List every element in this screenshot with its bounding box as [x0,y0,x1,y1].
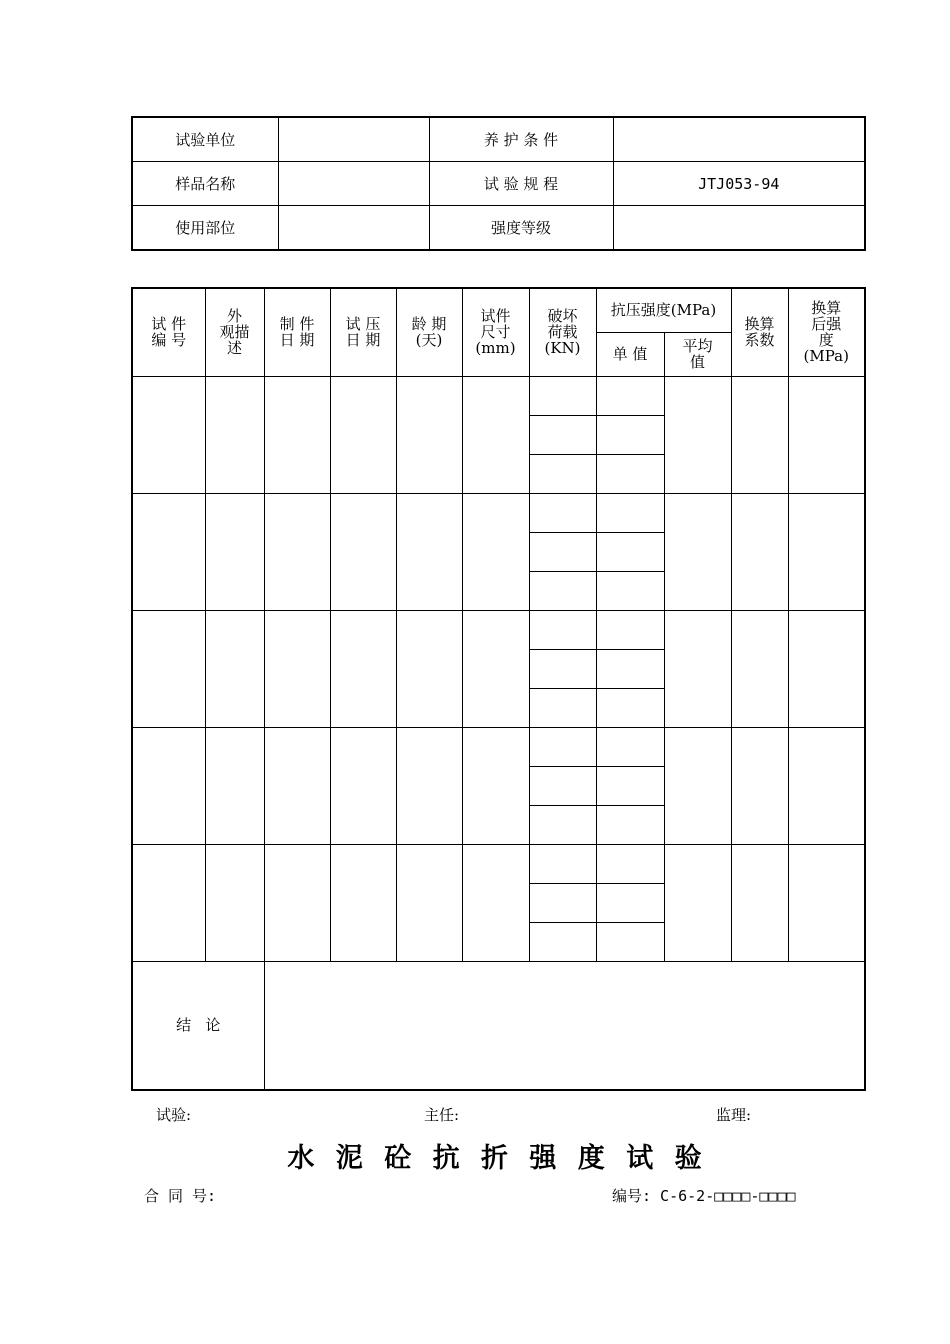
table-row [132,610,865,649]
age-cell[interactable] [396,493,462,610]
single-cell[interactable] [596,688,664,727]
curing-label: 养 护 条 件 [429,117,613,162]
test-date-cell[interactable] [330,376,396,493]
conclusion-field[interactable] [264,961,865,1090]
converted-cell[interactable] [788,727,865,844]
average-cell[interactable] [664,844,731,961]
factor-cell[interactable] [731,727,788,844]
single-cell[interactable] [596,532,664,571]
specimen-no-cell[interactable] [132,610,205,727]
single-cell[interactable] [596,493,664,532]
average-cell[interactable] [664,376,731,493]
age-cell[interactable] [396,376,462,493]
curing-field[interactable] [613,117,865,162]
document-code: 编号: C-6-2-□□□□-□□□□ [612,1187,796,1205]
make-date-cell[interactable] [264,844,330,961]
conclusion-label: 结 论 [132,961,264,1090]
info-row [132,206,865,251]
single-cell[interactable] [596,610,664,649]
load-cell[interactable] [529,493,596,532]
size-cell[interactable] [462,727,529,844]
header-average: 平均 值 [664,332,731,376]
load-cell[interactable] [529,766,596,805]
test-data-table [131,287,866,1091]
age-cell[interactable] [396,844,462,961]
appearance-cell[interactable] [205,493,264,610]
make-date-cell[interactable] [264,727,330,844]
tester-signature-label: 试验: [156,1106,192,1124]
header-test-date: 试 压 日 期 [330,288,396,376]
single-cell[interactable] [596,376,664,415]
director-signature-label: 主任: [424,1106,460,1124]
document-title: 水 泥 砼 抗 折 强 度 试 验 [287,1143,708,1174]
single-cell[interactable] [596,922,664,961]
grade-label: 强度等级 [429,206,613,251]
info-row [132,117,865,162]
converted-cell[interactable] [788,844,865,961]
make-date-cell[interactable] [264,493,330,610]
load-cell[interactable] [529,922,596,961]
test-date-cell[interactable] [330,727,396,844]
supervisor-signature-label: 监理: [716,1106,752,1124]
single-cell[interactable] [596,805,664,844]
table-row [132,493,865,532]
load-cell[interactable] [529,883,596,922]
load-cell[interactable] [529,376,596,415]
sample-label: 样品名称 [132,162,278,206]
single-cell[interactable] [596,844,664,883]
appearance-cell[interactable] [205,376,264,493]
load-cell[interactable] [529,454,596,493]
specimen-no-cell[interactable] [132,727,205,844]
average-cell[interactable] [664,493,731,610]
test-date-cell[interactable] [330,493,396,610]
load-cell[interactable] [529,688,596,727]
load-cell[interactable] [529,727,596,766]
header-size: 试件 尺寸 (mm) [462,288,529,376]
spec-label: 试 验 规 程 [429,162,613,206]
info-row [132,162,865,206]
table-row [132,844,865,883]
sample-field[interactable] [278,162,429,206]
factor-cell[interactable] [731,376,788,493]
appearance-cell[interactable] [205,727,264,844]
factor-cell[interactable] [731,610,788,727]
specimen-no-cell[interactable] [132,376,205,493]
test-date-cell[interactable] [330,844,396,961]
specimen-no-cell[interactable] [132,844,205,961]
converted-cell[interactable] [788,493,865,610]
specimen-no-cell[interactable] [132,493,205,610]
header-appearance: 外 观描 述 [205,288,264,376]
age-cell[interactable] [396,727,462,844]
load-cell[interactable] [529,805,596,844]
size-cell[interactable] [462,376,529,493]
header-load: 破坏 荷载 (KN) [529,288,596,376]
single-cell[interactable] [596,883,664,922]
load-cell[interactable] [529,844,596,883]
factor-cell[interactable] [731,493,788,610]
header-strength: 抗压强度(MPa) [596,288,731,332]
load-cell[interactable] [529,649,596,688]
position-field[interactable] [278,206,429,251]
single-cell[interactable] [596,415,664,454]
single-cell[interactable] [596,766,664,805]
make-date-cell[interactable] [264,376,330,493]
header-age: 龄 期 (天) [396,288,462,376]
size-cell[interactable] [462,493,529,610]
position-label: 使用部位 [132,206,278,251]
factor-cell[interactable] [731,844,788,961]
single-cell[interactable] [596,727,664,766]
size-cell[interactable] [462,844,529,961]
unit-label: 试验单位 [132,117,278,162]
average-cell[interactable] [664,727,731,844]
header-factor: 换算 系数 [731,288,788,376]
header-converted: 换算 后强 度 (MPa) [788,288,865,376]
load-cell[interactable] [529,571,596,610]
load-cell[interactable] [529,610,596,649]
average-cell[interactable] [664,610,731,727]
header-specimen-no: 试 件 编 号 [132,288,205,376]
appearance-cell[interactable] [205,844,264,961]
table-row [132,727,865,766]
header-single: 单 值 [596,332,664,376]
load-cell[interactable] [529,415,596,454]
spec-field[interactable]: JTJ053-94 [613,162,865,206]
single-cell[interactable] [596,571,664,610]
conclusion-row [132,961,865,1090]
contract-number-label: 合 同 号: [144,1187,217,1205]
grade-field[interactable] [613,206,865,251]
info-table [131,116,866,251]
single-cell[interactable] [596,454,664,493]
single-cell[interactable] [596,649,664,688]
test-date-cell[interactable] [330,610,396,727]
header-row [132,288,865,332]
header-make-date: 制 件 日 期 [264,288,330,376]
converted-cell[interactable] [788,376,865,493]
converted-cell[interactable] [788,610,865,727]
load-cell[interactable] [529,532,596,571]
age-cell[interactable] [396,610,462,727]
appearance-cell[interactable] [205,610,264,727]
unit-field[interactable] [278,117,429,162]
size-cell[interactable] [462,610,529,727]
make-date-cell[interactable] [264,610,330,727]
table-row [132,376,865,415]
